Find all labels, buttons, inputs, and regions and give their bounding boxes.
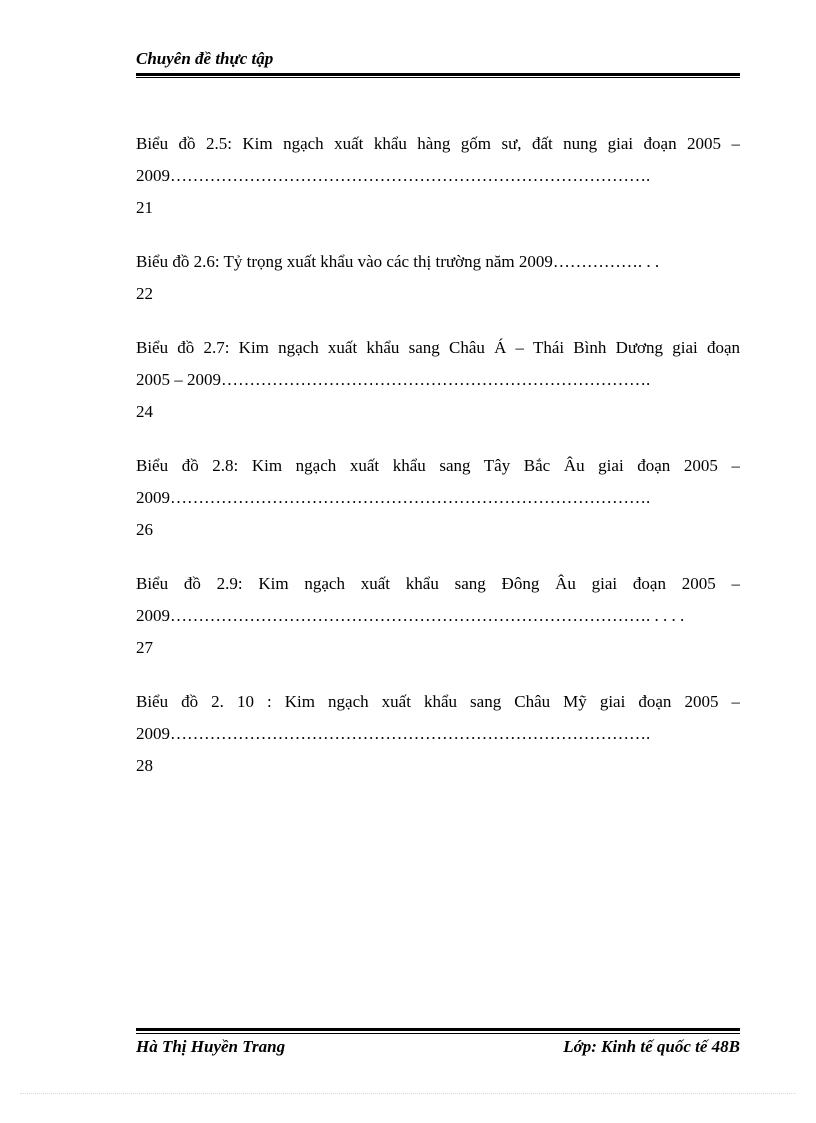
toc-entry-caption: Biểu đồ 2.5: Kim ngạch xuất khẩu hàng gốm sư, đất nung giai đoạn 2005 – xyxy=(136,134,740,153)
footer-rule-thick xyxy=(136,1028,740,1031)
header-rule-thin xyxy=(136,77,740,78)
toc-entry-2-5[interactable] xyxy=(136,128,740,224)
toc-entry-2-9[interactable] xyxy=(136,568,740,664)
toc-entry-2-7[interactable] xyxy=(136,332,740,428)
toc-entry-leader: 2009…………………………………………………………………………. xyxy=(136,166,651,185)
table-of-figures xyxy=(136,128,740,804)
toc-entry-caption: Biểu đồ 2.6: Tỷ trọng xuất khẩu vào các thị trường năm 2009……………. . . xyxy=(136,252,660,271)
toc-entry-2-8[interactable] xyxy=(136,450,740,546)
toc-entry-leader: 2005 – 2009…………………………………………………………………. xyxy=(136,370,651,389)
toc-entry-caption: Biểu đồ 2. 10 : Kim ngạch xuất khẩu sang Châu Mỹ giai đoạn 2005 – xyxy=(136,692,740,711)
header-title: Chuyên đề thực tập xyxy=(136,49,274,68)
header-rule-thick xyxy=(136,73,740,76)
toc-entry-page-number: 28 xyxy=(136,756,153,775)
toc-entry-caption: Biểu đồ 2.9: Kim ngạch xuất khẩu sang Đông Âu giai đoạn 2005 – xyxy=(136,574,740,593)
page-bottom-edge xyxy=(20,1093,796,1094)
toc-entry-2-10[interactable] xyxy=(136,686,740,782)
toc-entry-page-number: 24 xyxy=(136,402,153,421)
toc-entry-page-number: 21 xyxy=(136,198,153,217)
toc-entry-caption: Biểu đồ 2.8: Kim ngạch xuất khẩu sang Tây Bắc Âu giai đoạn 2005 – xyxy=(136,456,740,475)
toc-entry-leader: 2009…………………………………………………………………………. . . . . xyxy=(136,606,685,625)
footer-rule-thin xyxy=(136,1033,740,1034)
toc-entry-page-number: 26 xyxy=(136,520,153,539)
toc-entry-page-number: 27 xyxy=(136,638,153,657)
toc-entry-caption: Biểu đồ 2.7: Kim ngạch xuất khẩu sang Châu Á – Thái Bình Dương giai đoạn xyxy=(136,338,740,357)
footer-class: Lớp: Kinh tế quốc tế 48B xyxy=(563,1037,740,1056)
footer-author: Hà Thị Huyền Trang xyxy=(136,1037,286,1056)
toc-entry-leader: 2009…………………………………………………………………………. xyxy=(136,724,651,743)
toc-entry-leader: 2009…………………………………………………………………………. xyxy=(136,488,651,507)
toc-entry-page-number: 22 xyxy=(136,284,153,303)
toc-entry-2-6[interactable] xyxy=(136,246,740,310)
